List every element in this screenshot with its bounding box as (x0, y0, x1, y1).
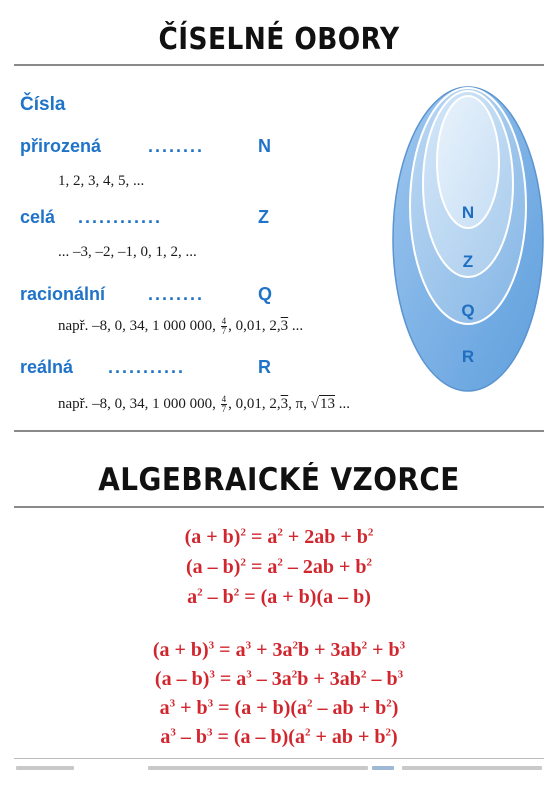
fraction: $\frac{4}{7}$ (221, 394, 227, 414)
example-natural: 1, 2, 3, 4, 5, ... (58, 173, 145, 189)
set-name-rational: racionální (20, 284, 106, 304)
diagram-label-R: R (461, 347, 475, 366)
leader-dots: ............ (78, 207, 163, 227)
diagram-label-N: N (461, 203, 475, 222)
publisher-logo (372, 766, 394, 770)
example-real: např. –8, 0, 34, 1 000 000, $\frac{4}{7}$ , 0,01, 2,3, π, √13 ... (58, 394, 350, 414)
formula-sum-of-cubes: $a^3 + b^3 = (a + b)(a^2$ – ab + $b^2$) (159, 697, 399, 719)
footer-contact-text (402, 766, 542, 770)
example-integer: ... –3, –2, –1, 0, 1, 2, ... (58, 244, 197, 260)
formula-difference-of-cubes: $a^3 - b^3 = (a - b)(a^2$ + ab + $b^2$) (160, 726, 398, 748)
set-name-real: reálná (20, 357, 74, 377)
footer-divider (14, 758, 544, 759)
divider (14, 506, 544, 508)
footer-copyright-text (16, 766, 74, 770)
formula-cube-of-sum: $(a + b)^3 = a^3 + 3a^2b + 3ab^2 + b^3$ (152, 639, 406, 661)
number-sets-venn-diagram (390, 84, 546, 394)
set-name-natural: přirozená (20, 136, 102, 156)
divider (14, 64, 544, 66)
divider (14, 430, 544, 432)
formula-difference-of-squares: $a^2 - b^2 = (a + b)(a - b)$ (187, 586, 371, 608)
set-symbol-N: N (258, 136, 271, 156)
leader-dots: ........ (148, 284, 205, 304)
section-title-algebraic-formulas: ALGEBRAICKÉ VZORCE (98, 462, 460, 498)
leader-dots: ........ (148, 136, 205, 156)
set-symbol-Z: Z (258, 207, 269, 227)
formula-cube-of-difference: $(a - b)^3 = a^3 - 3a^2b + 3ab^2 - b^3$ (154, 668, 404, 690)
section-title-number-sets: ČÍSELNÉ OBORY (158, 22, 400, 57)
formula-square-of-difference: $(a - b)^2 = a^2 - 2ab + b^2$ (185, 556, 372, 578)
diagram-label-Q: Q (461, 301, 475, 320)
set-name-integer: celá (20, 207, 56, 227)
formula-square-of-sum: $(a + b)^2 = a^2 + 2ab + b^2$ (184, 526, 374, 548)
set-symbol-R: R (258, 357, 271, 377)
footer-publisher-text (148, 766, 368, 770)
numbers-heading: Čísla (20, 94, 66, 115)
example-rational: např. –8, 0, 34, 1 000 000, $\frac{4}{7}$ , 0,01, 2,3 ... (58, 316, 304, 336)
set-symbol-Q: Q (258, 284, 273, 304)
diagram-label-Z: Z (462, 252, 474, 271)
fraction: $\frac{4}{7}$ (221, 316, 227, 336)
leader-dots: ........... (108, 357, 186, 377)
